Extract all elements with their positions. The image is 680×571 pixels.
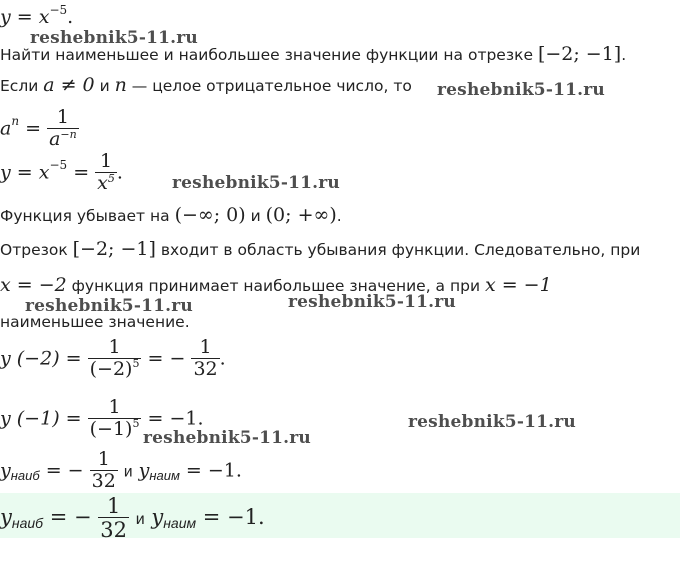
result-y-max: y (0, 459, 11, 482)
function-exponent: −5 (49, 3, 68, 17)
calc1-numerator: 1 (108, 336, 121, 358)
calc2-den-exp: 5 (132, 416, 140, 430)
result-sub-max: наиб (10, 468, 40, 484)
answer-y-max: y (0, 505, 12, 530)
rewrite-lhs: y = x (0, 161, 50, 184)
answer-equals: = − (49, 505, 92, 530)
result-numerator: 1 (97, 448, 110, 470)
result-sub-min: наим (149, 468, 180, 484)
calc2-lhs: y (−1) = (0, 407, 82, 430)
condition-line (0, 74, 412, 96)
answer-sub-max: наиб (11, 515, 44, 532)
condition-and: и (99, 77, 110, 95)
answer-fraction (98, 495, 129, 542)
answer-line (0, 495, 265, 542)
formula-fraction (47, 108, 79, 151)
watermark: reshebnik5-11.ru (143, 428, 311, 448)
answer-y-min: y (151, 505, 164, 530)
min-statement: наименьшее значение. (0, 313, 190, 331)
watermark: reshebnik5-11.ru (437, 80, 605, 100)
watermark: reshebnik5-11.ru (408, 412, 576, 432)
calc1-denominator (88, 358, 142, 381)
calc1-den-base: (−2) (89, 357, 133, 380)
rewrite-fraction (95, 152, 117, 195)
max-text: функция принимает наибольшее значение, а при (71, 277, 481, 295)
watermark: reshebnik5-11.ru (25, 296, 193, 316)
formula-den-base: a (49, 127, 61, 150)
calc1-lhs: y (−2) = (0, 347, 82, 370)
calc2-result: = −1. (147, 407, 204, 430)
function-period: . (67, 6, 74, 28)
negative-power-formula (0, 108, 79, 151)
rewrite-denominator (95, 172, 117, 195)
function-lhs: y = x (0, 6, 50, 28)
segment-rest: входит в область убывания функции. Следовательно, при (160, 241, 641, 259)
calc2-den-base: (−1) (89, 417, 133, 440)
calc1-result-fraction (191, 338, 219, 381)
formula-numerator: 1 (56, 106, 69, 128)
function-rewrite (0, 152, 123, 195)
segment-word: Отрезок (0, 241, 68, 259)
calc2-fraction (88, 398, 142, 441)
calc1-period: . (219, 347, 226, 370)
rewrite-exponent: −5 (49, 158, 68, 173)
condition-if: Если (0, 77, 39, 95)
answer-min-value: = −1. (202, 505, 265, 530)
answer-and: и (135, 511, 145, 529)
max-point: x = −2 (0, 274, 67, 296)
result-equals: = − (45, 459, 84, 482)
rewrite-period: . (116, 161, 123, 184)
watermark: reshebnik5-11.ru (288, 292, 456, 312)
condition-rest: — целое отрицательное число, то (131, 77, 412, 95)
calc1-equals: = − (147, 347, 186, 370)
segment-statement (0, 238, 640, 260)
formula-base: a (0, 117, 12, 140)
extremum-statement (0, 274, 552, 296)
segment-interval: [−2; −1] (72, 238, 156, 260)
decreasing-text: Функция убывает на (0, 207, 170, 225)
task-interval: [−2; −1] (537, 43, 622, 65)
condition-a: a ≠ 0 (43, 74, 95, 96)
formula-equals: = (25, 117, 42, 140)
calc2-numerator: 1 (108, 396, 121, 418)
value-at-minus-two (0, 338, 226, 381)
watermark: reshebnik5-11.ru (30, 28, 198, 48)
calc1-result-numerator: 1 (199, 336, 212, 358)
decreasing-and: и (250, 207, 261, 225)
result-y-min: y (138, 459, 150, 482)
min-point: x = −1 (484, 274, 552, 296)
formula-exponent: n (11, 114, 20, 129)
task-statement (0, 43, 626, 65)
calc2-denominator (88, 418, 142, 441)
decreasing-period: . (336, 207, 342, 225)
watermark: reshebnik5-11.ru (172, 173, 340, 193)
result-and: и (123, 463, 133, 481)
decreasing-interval-2: (0; +∞) (265, 204, 337, 226)
result-denominator: 32 (91, 469, 116, 492)
answer-numerator: 1 (106, 494, 121, 518)
rewrite-den-exp: 5 (107, 171, 115, 185)
decreasing-interval-1: (−∞; 0) (174, 204, 246, 226)
rewrite-equals: = (73, 161, 90, 184)
calc1-fraction (88, 338, 142, 381)
formula-den-exp: −n (60, 127, 77, 141)
answer-sub-min: наим (163, 515, 197, 532)
task-period: . (621, 46, 627, 64)
result-fraction (90, 450, 118, 493)
function-definition (0, 3, 74, 28)
calc1-result-denominator: 32 (193, 357, 218, 380)
formula-denominator (47, 128, 79, 151)
rewrite-den-base: x (97, 171, 108, 194)
condition-n: n (114, 74, 127, 96)
calc1-den-exp: 5 (132, 356, 140, 370)
answer-denominator: 32 (100, 518, 128, 543)
task-text: Найти наименьшее и наибольшее значение функции на отрезке (0, 46, 533, 64)
rewrite-numerator: 1 (99, 150, 113, 172)
result-line (0, 450, 242, 493)
decreasing-intervals (0, 204, 342, 226)
result-min-value: = −1. (185, 459, 242, 482)
